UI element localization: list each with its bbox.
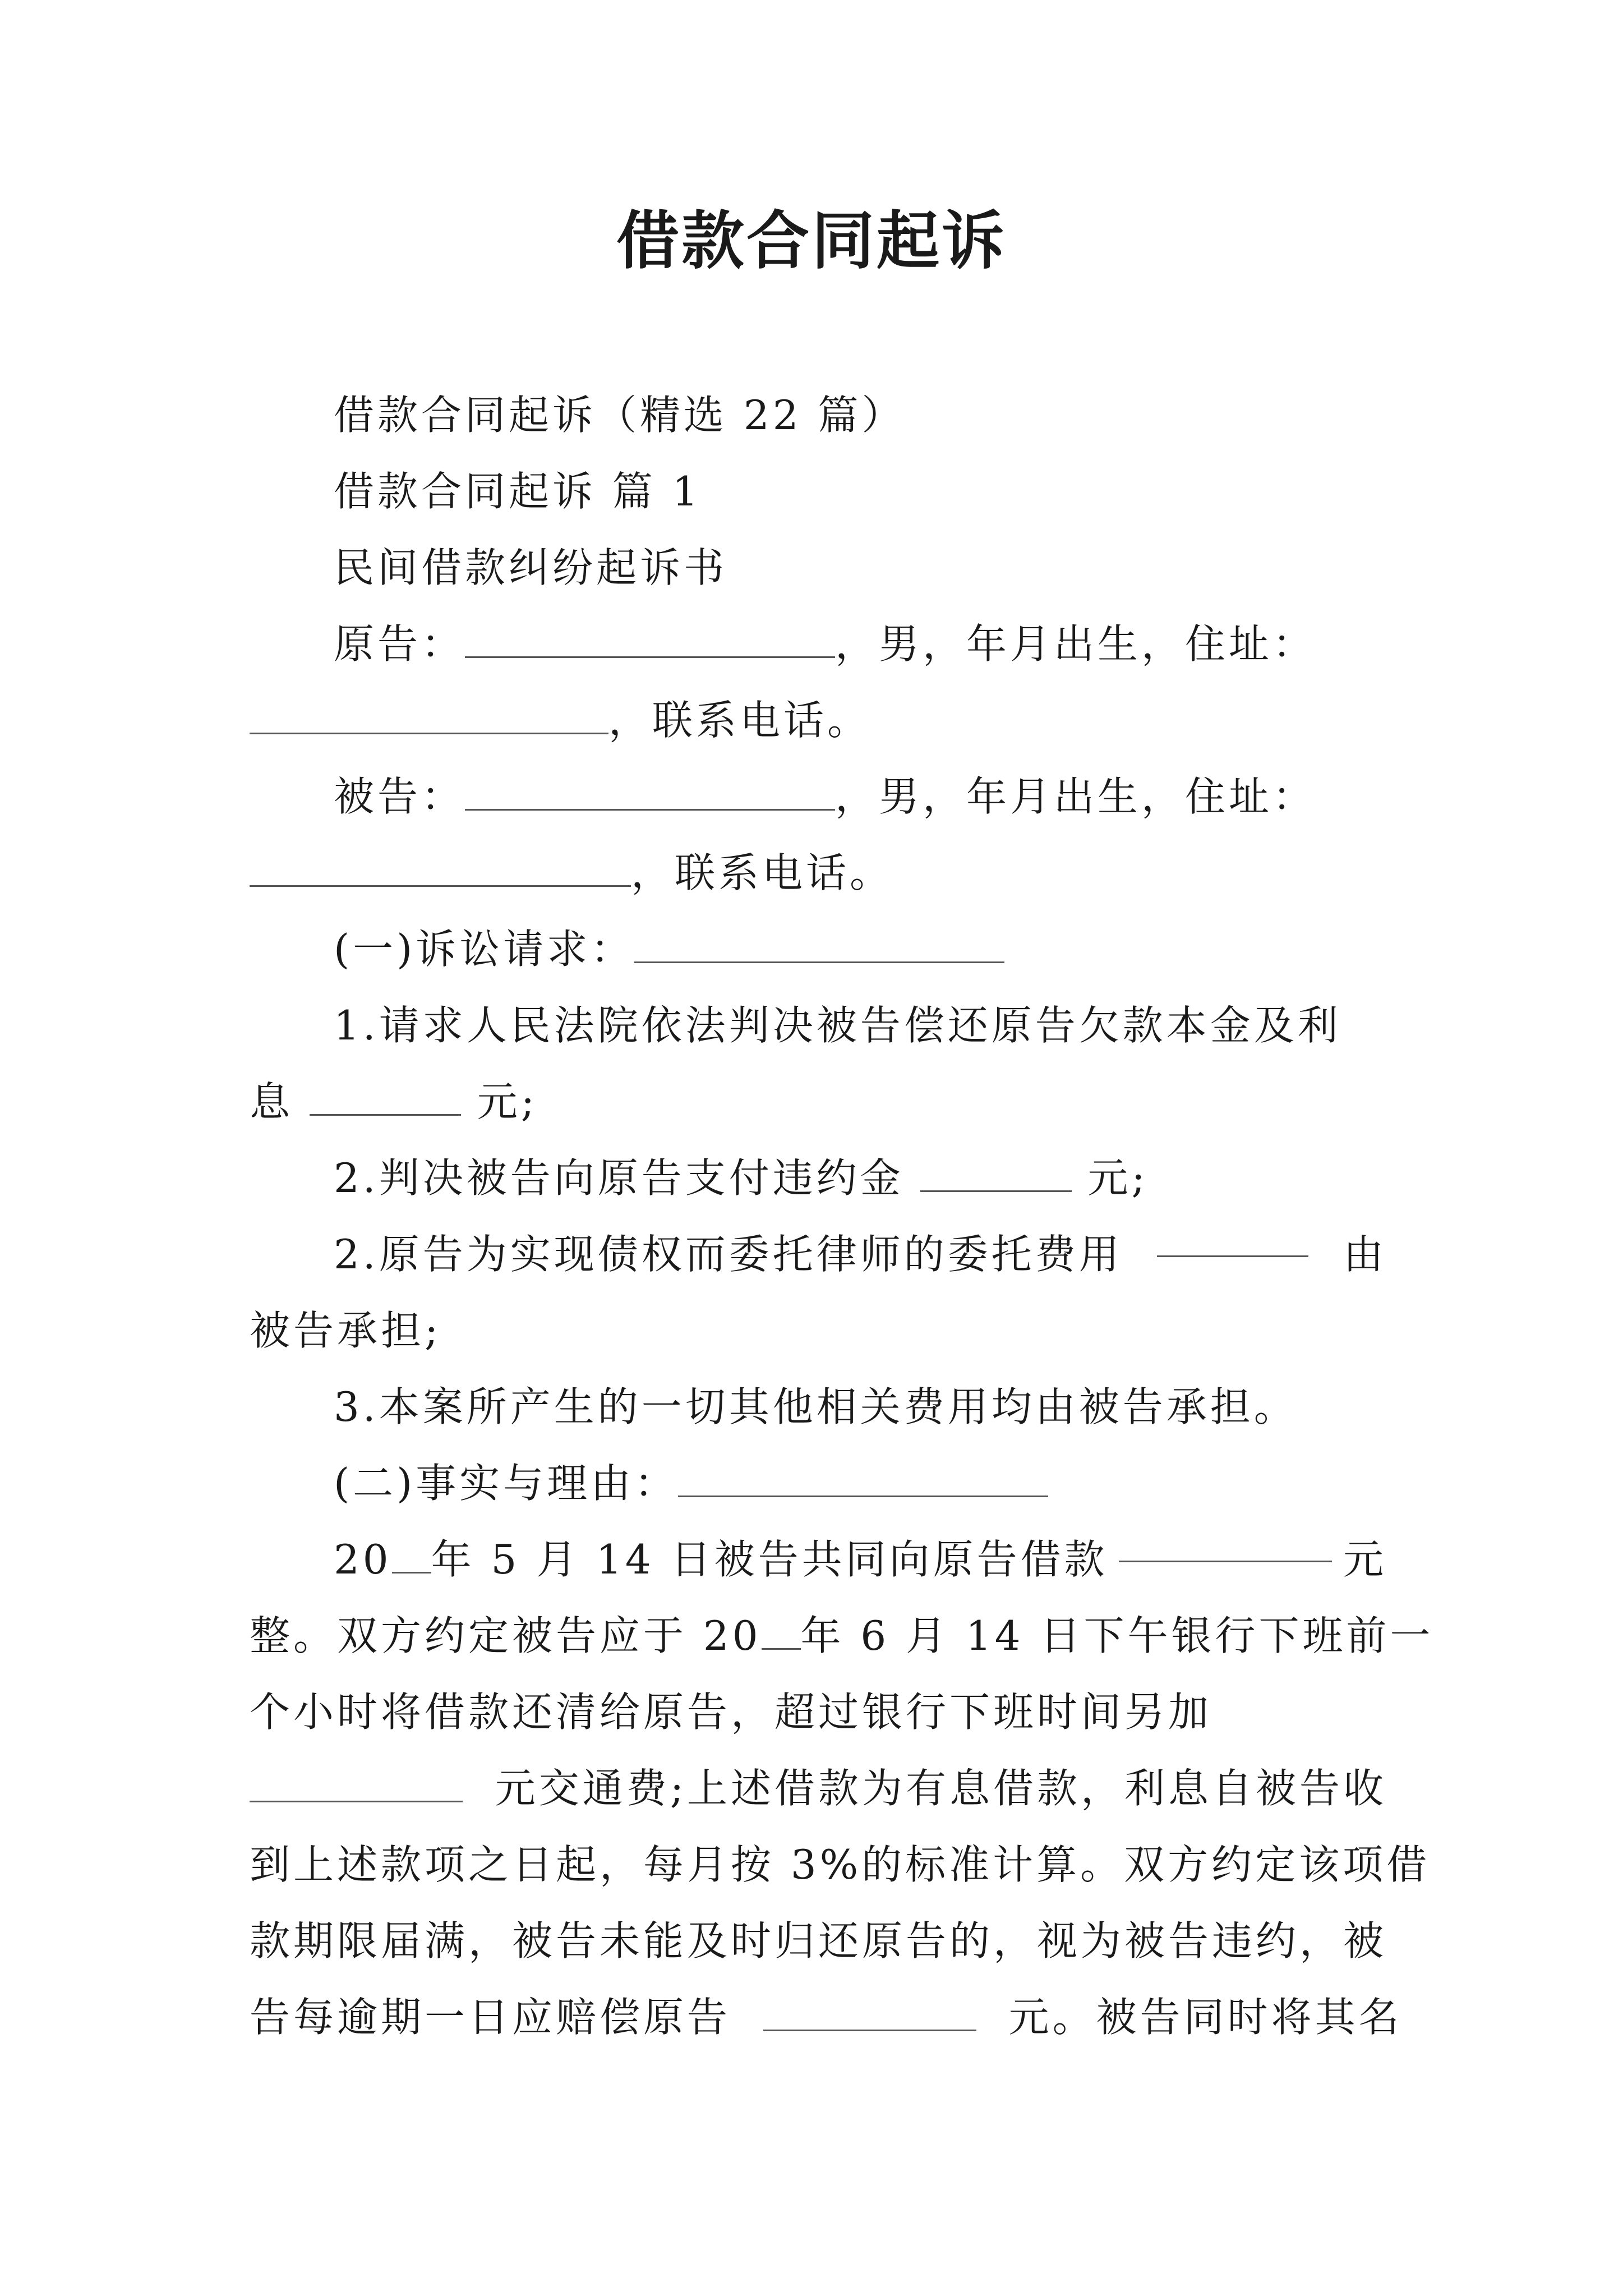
year-prefix: 20 xyxy=(334,1536,392,1583)
facts-line-4 xyxy=(250,1750,1387,1826)
claim-item-3-text: 2.原告为实现债权而委托律师的委托费用 xyxy=(334,1231,1123,1278)
claim-item-2-post: 元; xyxy=(1087,1154,1149,1202)
due-date-text: 年 6 月 14 日下午银行下班前一 xyxy=(800,1612,1434,1659)
due-year-blank xyxy=(762,1609,801,1650)
daily-penalty-text: 告每逾期一日应赔偿原告 xyxy=(250,1994,731,2041)
defendant-name-blank xyxy=(465,770,835,811)
claim-item-3 xyxy=(250,1216,1387,1292)
transport-fee-text: 元交通费;上述借款为有息借款，利息自被告收 xyxy=(495,1765,1387,1812)
subtitle-line: 借款合同起诉（精选 22 篇） xyxy=(334,392,906,439)
claim-item-4: 3.本案所产生的一切其他相关费用均由被告承担。 xyxy=(334,1383,1298,1430)
defendant-contact: ，联系电话。 xyxy=(631,849,894,896)
due-date-prefix: 整。双方约定被告应于 20 xyxy=(250,1612,762,1659)
loan-date-text: 年 5 月 14 日被告共同向原告借款 xyxy=(431,1536,1108,1583)
facts-blank xyxy=(678,1456,1048,1497)
plaintiff-name-blank xyxy=(465,617,835,658)
facts-line-1 xyxy=(250,1521,1387,1598)
principal-blank xyxy=(310,1075,461,1116)
facts-line-5: 到上述款项之日起，每月按 3%的标准计算。双方约定该项借 xyxy=(250,1841,1431,1888)
daily-penalty-blank xyxy=(763,1990,976,2031)
daily-penalty-post: 元。被告同时将其名 xyxy=(1008,1994,1403,2041)
defendant-label: 被告： xyxy=(334,773,465,820)
facts-line-2 xyxy=(250,1598,1434,1674)
penalty-blank xyxy=(920,1151,1072,1192)
claims-heading-line xyxy=(250,911,1387,987)
claim-item-1-cont xyxy=(250,1064,1387,1140)
facts-heading-line xyxy=(250,1445,1387,1521)
facts-line-3: 个小时将借款还清给原告，超过银行下班时间另加 xyxy=(250,1688,1212,1736)
section-heading: 借款合同起诉 篇 1 xyxy=(334,468,702,515)
transport-fee-blank xyxy=(250,1761,463,1802)
year-blank xyxy=(392,1533,431,1573)
defendant-address-line xyxy=(250,835,1387,911)
lawyer-fee-blank xyxy=(1157,1216,1308,1257)
facts-line-7 xyxy=(250,1979,1403,2055)
plaintiff-label: 原告： xyxy=(334,620,465,668)
plaintiff-contact: ，联系电话。 xyxy=(608,697,872,744)
plaintiff-address-line xyxy=(250,682,1387,758)
defendant-line xyxy=(250,758,1387,835)
facts-line-6: 款期限届满，被告未能及时归还原告的，视为被告违约，被 xyxy=(250,1917,1387,1964)
loan-amount-unit: 元 xyxy=(1343,1536,1387,1583)
loan-amount-blank xyxy=(1119,1521,1332,1562)
defendant-address-blank xyxy=(250,846,631,887)
document-title: 借款合同起诉 xyxy=(616,204,1007,278)
plaintiff-info: ，男，年月出生，住址： xyxy=(835,620,1317,668)
document-body xyxy=(250,377,1434,2055)
claim-item-3-cont: 被告承担; xyxy=(250,1307,442,1354)
claim-item-1: 1.请求人民法院依法判决被告偿还原告欠款本金及利 xyxy=(334,1002,1341,1049)
claim-item-1-pre: 息 xyxy=(250,1078,294,1125)
plaintiff-line xyxy=(250,606,1387,682)
plaintiff-address-blank xyxy=(250,693,608,734)
claim-item-3-post: 由 xyxy=(1343,1231,1387,1278)
claim-item-2-text: 2.判决被告向原告支付违约金 xyxy=(334,1154,904,1202)
facts-heading: (二)事实与理由： xyxy=(334,1460,679,1507)
doc-type-heading: 民间借款纠纷起诉书 xyxy=(334,544,728,591)
defendant-info: ，男，年月出生，住址： xyxy=(835,773,1317,820)
claim-item-2 xyxy=(250,1140,1387,1216)
claims-heading: (一)诉讼请求： xyxy=(334,926,635,973)
claim-item-1-post: 元; xyxy=(477,1078,538,1125)
claims-blank xyxy=(634,922,1004,963)
